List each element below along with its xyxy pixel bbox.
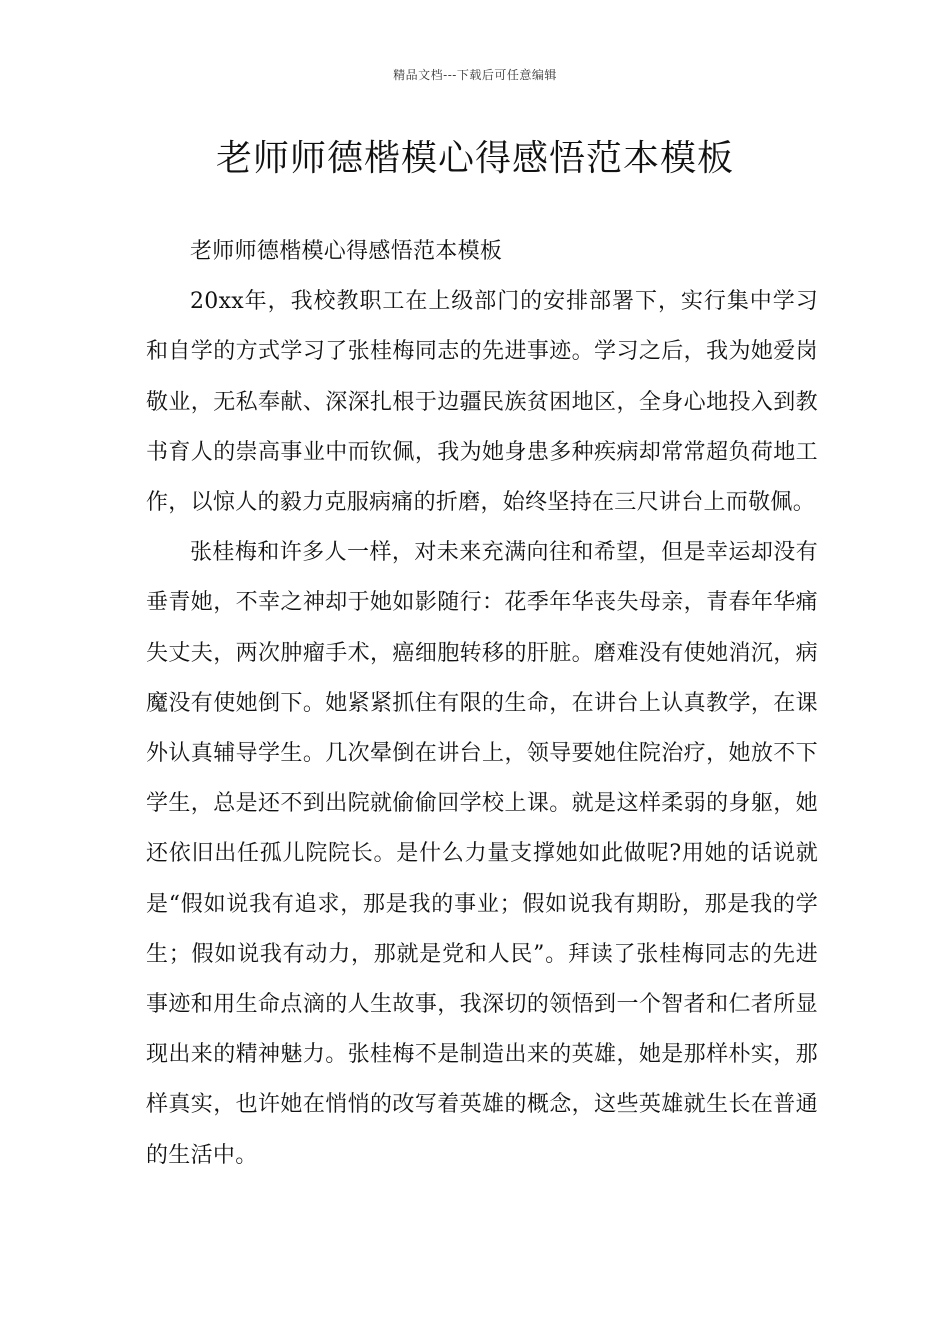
body-paragraph: 20xx年，我校教职工在上级部门的安排部署下，实行集中学习和自学的方式学习了张桂梅同志的先进事迹。学习之后，我为她爱岗敬业，无私奉献、深深扎根于边疆民族贫困地区，全身心地投入到教书育人的崇高事业中而钦佩，我为她身患多种疾病却常常超负荷地工作，以惊人的毅力克服病痛的折磨，始终坚持在三尺讲台上而敬佩。 [146, 289, 818, 516]
body-paragraph: 张桂梅和许多人一样，对未来充满向往和希望，但是幸运却没有垂青她，不幸之神却于她如影随行：花季年华丧失母亲，青春年华痛失丈夫，两次肿瘤手术，癌细胞转移的肝脏。磨难没有使她消沉，病魔没有使她倒下。她紧紧抓住有限的生命，在讲台上认真教学，在课外认真辅导学生。几次晕倒在讲台上，领导要她住院治疗，她放不下学生，总是还不到出院就偷偷回学校上课。就是这样柔弱的身躯，她还依旧出任孤儿院院长。是什么力量支撑她如此做呢?用她的话说就是“假如说我有追求，那是我的事业；假如说我有期盼，那是我的学生；假如说我有动力，那就是党和人民”。拜读了张桂梅同志的先进事迹和用生命点滴的人生故事，我深切的领悟到一个智者和仁者所显现出来的精神魅力。张桂梅不是制造出来的英雄，她是那样朴实，那样真实，也许她在悄悄的改写着英雄的概念，这些英雄就生长在普通的生活中。 [146, 540, 818, 1168]
subtitle-paragraph: 老师师德楷模心得感悟范本模板 [190, 239, 503, 264]
document-body [146, 227, 818, 1181]
header-note: 精品文档---下载后可任意编辑 [393, 68, 557, 82]
document-title: 老师师德楷模心得感悟范本模板 [215, 138, 734, 179]
